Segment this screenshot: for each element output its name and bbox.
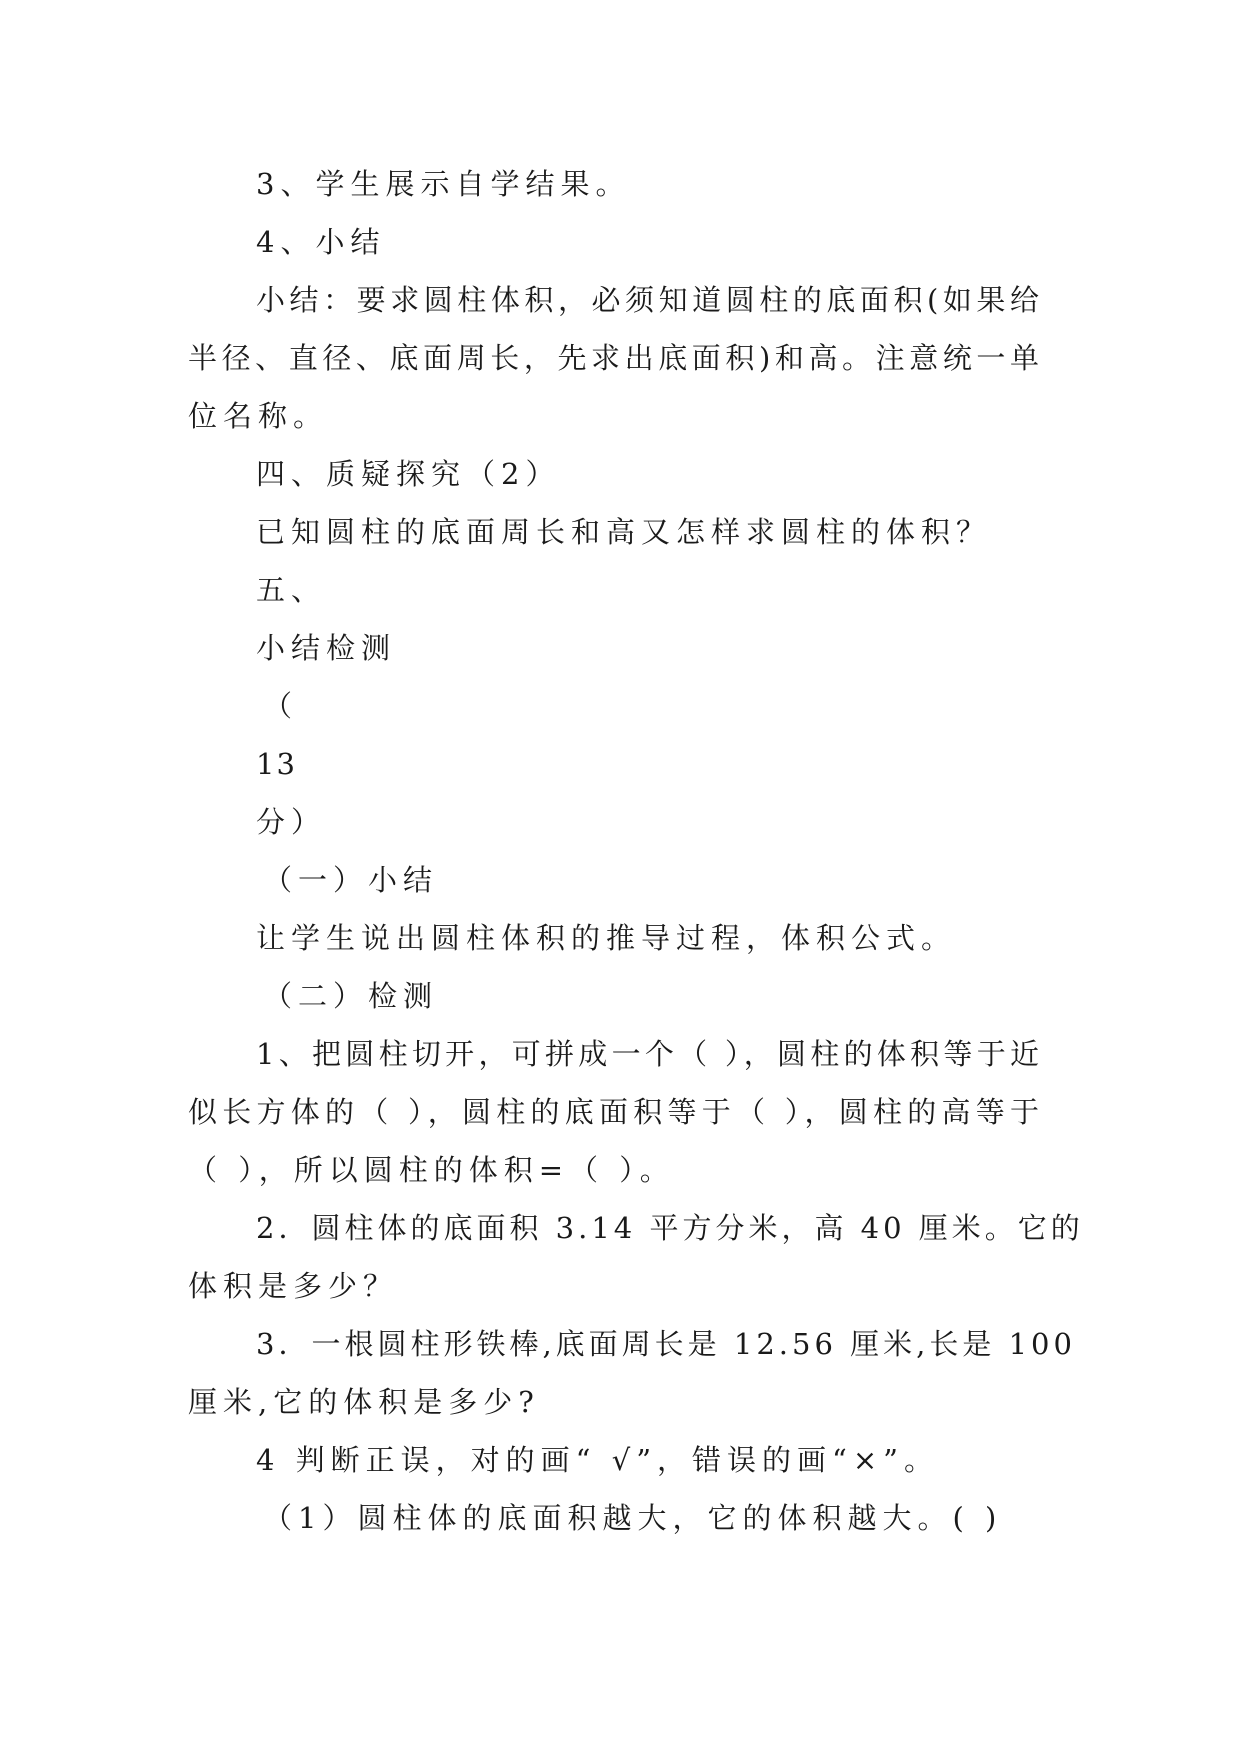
section-heading: 四、质疑探究（2） — [256, 457, 561, 491]
text-line: （1）圆柱体的底面积越大，它的体积越大。( ) — [263, 1501, 1003, 1535]
text-line: 已知圆柱的底面周长和高又怎样求圆柱的体积？ — [256, 515, 992, 549]
text-line: 让学生说出圆柱体积的推导过程，体积公式。 — [256, 921, 957, 955]
text-line: 13 — [256, 747, 297, 781]
subsection-heading: （二）检测 — [263, 979, 439, 1013]
text-line: 似长方体的（ ），圆柱的底面积等于（ ），圆柱的高等于 — [188, 1095, 1043, 1129]
section-heading: 五、 — [256, 573, 327, 607]
text-line: 分） — [256, 805, 327, 839]
text-line: （ ），所以圆柱的体积=（ ）。 — [188, 1153, 675, 1187]
text-line: 1、把圆柱切开，可拼成一个（ ），圆柱的体积等于近 — [256, 1037, 1043, 1071]
subsection-heading: （一）小结 — [263, 863, 439, 897]
text-line: 小结检测 — [256, 631, 397, 665]
text-line: 体积是多少？ — [188, 1269, 399, 1303]
text-line: 半径、直径、底面周长，先求出底面积)和高。注意统一单 — [188, 341, 1043, 375]
text-line: 2．圆柱体的底面积 3.14 平方分米，高 40 厘米。它的 — [256, 1211, 1084, 1245]
text-line: （ — [263, 689, 299, 723]
text-line: 4、小结 — [256, 225, 386, 259]
text-line: 厘米,它的体积是多少? — [188, 1385, 540, 1419]
text-line: 3、学生展示自学结果。 — [256, 167, 631, 201]
text-line: 小结：要求圆柱体积，必须知道圆柱的底面积(如果给 — [256, 283, 1043, 317]
text-line: 位名称。 — [188, 399, 329, 433]
text-line: 4 判断正误，对的画“ √”，错误的画“×”。 — [256, 1443, 939, 1477]
text-line: 3．一根圆柱形铁棒,底面周长是 12.56 厘米,长是 100 — [256, 1327, 1076, 1361]
